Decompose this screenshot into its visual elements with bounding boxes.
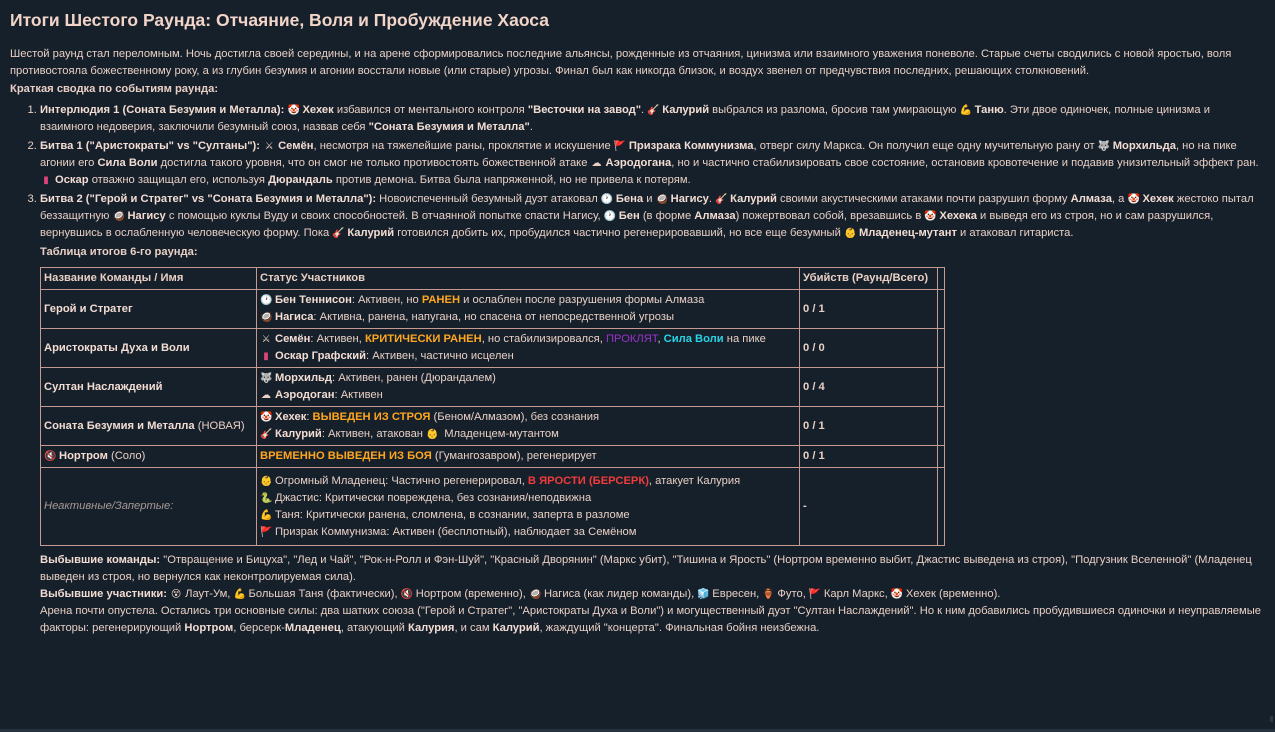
status-flag: РАНЕН bbox=[421, 294, 461, 306]
cloud-icon: ☁ bbox=[261, 390, 271, 401]
results-table bbox=[40, 267, 945, 546]
team-name: Нортром bbox=[59, 450, 108, 462]
table-row bbox=[41, 407, 945, 446]
inactive-item: 💪 Таня: Критически ранена, сломлена, в сознании, заперта в разломе bbox=[260, 507, 796, 524]
table-header-row bbox=[41, 268, 945, 290]
inactive-item: 🚩 Призрак Коммунизма: Активен (бесплотный), наблюдает за Семёном bbox=[260, 524, 796, 541]
intro-paragraph: Шестой раунд стал переломным. Ночь достигла своей середины, и на арене сформировались последние альянсы, рожденные из отчаяния, цинизма или взаимного уважения поневоле. Старые счеты сводились с новой яростью, воля противостояла божественному року, а из глубин безумия и агонии восстали новые (или старые) угрозы. Финал был как никогда близок, и воздух звенел от предчувствия последних, решающих столкновений. bbox=[10, 48, 1232, 77]
guitar-icon: 🎸 bbox=[332, 228, 345, 239]
status-flag: КРИТИЧЕСКИ РАНЕН bbox=[364, 333, 482, 345]
omnitrix-icon: 🕐 bbox=[603, 211, 617, 222]
summary-title: Краткая сводка по событиям раунда: bbox=[10, 83, 219, 95]
team-name: Султан Наслаждений bbox=[44, 380, 163, 393]
table-title: Таблица итогов 6-го раунда: bbox=[40, 246, 198, 258]
baby-icon: 👶 bbox=[426, 429, 439, 440]
scrollbar-thumb[interactable] bbox=[1270, 716, 1273, 722]
table-row bbox=[41, 329, 945, 368]
inactive-label: Неактивные/Запертые: bbox=[41, 468, 257, 546]
events-list bbox=[10, 102, 1262, 242]
red-flag-icon: 🚩 bbox=[260, 526, 273, 538]
kills-cell: 0 / 1 bbox=[800, 290, 938, 329]
biceps-icon: 💪 bbox=[260, 509, 273, 521]
coconut-icon: 🥥 bbox=[260, 312, 273, 323]
team-name: Аристократы Духа и Воли bbox=[44, 341, 190, 354]
table-row bbox=[41, 368, 945, 407]
omnitrix-icon: 🕐 bbox=[600, 194, 614, 205]
status-flag: ВЫВЕДЕН ИЗ СТРОЯ bbox=[312, 411, 431, 423]
berserk-flag: В ЯРОСТИ (БЕРСЕРК) bbox=[527, 474, 649, 487]
vase-icon: 🏺 bbox=[762, 589, 775, 600]
column-header-empty bbox=[938, 268, 945, 290]
dizzy-face-icon: 😵 bbox=[170, 589, 182, 600]
red-flag-icon: 🚩 bbox=[613, 141, 627, 152]
clown-icon: 🤡 bbox=[260, 412, 273, 423]
member-status: 🕐 Бен Теннисон: Активен, но РАНЕН и ослаблен после разрушения формы Алмаза bbox=[260, 292, 796, 309]
guitar-icon: 🎸 bbox=[715, 194, 728, 205]
baby-icon: 👶 bbox=[843, 228, 857, 239]
guitar-icon: 🎸 bbox=[647, 105, 660, 116]
cursed-flag: ПРОКЛЯТ bbox=[605, 333, 658, 345]
kills-cell: 0 / 1 bbox=[800, 407, 938, 446]
clown-icon: 🤡 bbox=[287, 105, 300, 116]
wolf-icon: 🐺 bbox=[260, 373, 273, 384]
coconut-icon: 🥥 bbox=[528, 589, 542, 600]
event-item: 2. Битва 1 ("Аристократы" vs "Султаны"): ⚔ Семён, несмотря на тяжелейшие раны, проклятие и искушение 🚩 Призрака Коммунизма, отверг силу Маркса. Он получил еще одну мучительную рану от 🐺 Морхильда, но на пике агонии его Сила Воли достигла такого уровня, что он смог не только противостоять божественной атаке ☁ Аэродогана, но и частично стабилизировать свое состояние, остановив кровотечение и подавив унизительный эффект ран. ▮ Оскар отважно защищал его, используя Дюрандаль против демона. Битва была напряженной, но не привела к потерям. bbox=[40, 138, 1262, 189]
column-header-status: Статус Участников bbox=[257, 268, 800, 290]
event-item: 3. Битва 2 ("Герой и Стратег" vs "Соната Безумия и Металла"): Новоиспеченный безумный дуэт атаковал 🕐 Бена и 🥥 Нагису. 🎸 Калурий своими акустическими атаками почти разрушил форму Алмаза, а 🤡 Хехек жестоко пытал беззащитную 🥥 Нагису с помощью куклы Вуду и своих способностей. В отчаянной попытке спасти Нагису, 🕐 Бен (в форме Алмаза) пожертвовал собой, врезавшись в 🤡 Хехека и выведя его из строя, но и сам разрушился, вернувшись в ослабленную человеческую форму. Пока 🎸 Калурий готовился добить их, пробудился частично регенерировавший, но все еще безумный 👶 Младенец-мутант и атаковал гитариста. bbox=[40, 191, 1262, 242]
member-status: 🥥 Нагиса: Активна, ранена, напугана, но спасена от непосредственной угрозы bbox=[260, 309, 796, 326]
column-header-kills: Убийств (Раунд/Всего) bbox=[800, 268, 938, 290]
inactive-item: 👶 Огромный Младенец: Частично регенерировал, В ЯРОСТИ (БЕРСЕРК), атакует Калурия bbox=[260, 473, 796, 490]
clown-icon: 🤡 bbox=[924, 211, 937, 222]
biceps-icon: 💪 bbox=[233, 589, 246, 600]
snake-icon: 🐍 bbox=[260, 492, 273, 504]
member-status: 🎸 Калурий: Активен, атакован 👶 Младенцем-мутантом bbox=[260, 426, 796, 443]
cloud-icon: ☁ bbox=[591, 158, 602, 169]
message-title: Итоги Шестого Раунда: Отчаяние, Воля и Пробуждение Хаоса bbox=[10, 10, 549, 30]
status-flag: ВРЕМЕННО ВЫВЕДЕН ИЗ БОЯ bbox=[260, 450, 432, 462]
clown-icon: 🤡 bbox=[890, 589, 904, 600]
omnitrix-icon: 🕐 bbox=[260, 295, 273, 306]
member-status: 🐺 Морхильд: Активен, ранен (Дюрандалем) bbox=[260, 370, 796, 387]
book-icon: ▮ bbox=[43, 175, 49, 186]
member-status: 🤡 Хехек: ВЫВЕДЕН ИЗ СТРОЯ (Беном/Алмазом), без сознания bbox=[260, 409, 796, 426]
member-status: ⚔ Семён: Активен, КРИТИЧЕСКИ РАНЕН, но стабилизировался, ПРОКЛЯТ, Сила Воли на пике bbox=[260, 331, 796, 348]
inactive-item: 🐍 Джастис: Критически повреждена, без сознания/неподвижна bbox=[260, 490, 796, 507]
kills-cell: 0 / 1 bbox=[800, 446, 938, 468]
team-name: Герой и Стратег bbox=[44, 302, 133, 315]
muted-speaker-icon: 🔇 bbox=[44, 451, 57, 462]
kills-cell: 0 / 0 bbox=[800, 329, 938, 368]
table-row-inactive bbox=[41, 468, 945, 546]
guitar-icon: 🎸 bbox=[260, 429, 273, 440]
wolf-icon: 🐺 bbox=[1097, 141, 1111, 152]
baby-icon: 👶 bbox=[260, 475, 273, 487]
chat-message bbox=[10, 8, 1262, 637]
team-note: (НОВАЯ) bbox=[194, 419, 245, 432]
coconut-icon: 🥥 bbox=[655, 194, 669, 205]
final-paragraph: Арена почти опустела. Остались три основные силы: два шатких союза ("Герой и Стратег", "Аристократы Духа и Воли") и могущественный дуэт "Султан Наслаждений". Но к ним добавились пробудившиеся одиночки и неуправляемые факторы: регенерирующий Нортром, берсерк-Младенец, атакующий Калурия, и сам Калурий, жаждущий "концерта". Финальная бойня неизбежна. bbox=[40, 605, 1261, 634]
swords-icon: ⚔ bbox=[261, 334, 271, 345]
eliminated-teams: Выбывшие команды: "Отвращение и Бицуха", "Лед и Чай", "Рок-н-Ролл и Фэн-Шуй", "Красный Дворянин" (Маркс убит), "Тишина и Ярость" (Нортром временно выбит, Джастис выведена из строя), "Подгузник Вселенной" (Младенец выведен из строя, но вернулся как неконтролируемая сила). bbox=[40, 554, 1252, 583]
table-row: 🔇 Нортром (Соло) ВРЕМЕННО ВЫВЕДЕН ИЗ БОЯ (Гумангозавром), регенерирует 0 / 1 bbox=[41, 446, 945, 468]
biceps-icon: 💪 bbox=[959, 105, 973, 116]
red-flag-icon: 🚩 bbox=[808, 589, 822, 600]
event-item: 1. Интерлюдия 1 (Соната Безумия и Металла): 🤡 Хехек избавился от ментального контроля "Весточки на завод". 🎸 Калурий выбрался из разлома, бросив там умирающую 💪 Таню. Эти двое одиночек, полные цинизма и взаимного недоверия, заключили безумный союз, назвав себя "Соната Безумия и Металла". bbox=[40, 102, 1262, 136]
ice-cube-icon: 🧊 bbox=[697, 589, 710, 600]
eliminated-members: Выбывшие участники: 😵 Лаут-Ум, 💪 Большая Таня (фактически), 🔇 Нортром (временно), 🥥 Нагиса (как лидер команды), 🧊 Евресен, 🏺 Футо, 🚩 Карл Маркс, 🤡 Хехек (временно). bbox=[40, 586, 1262, 603]
book-icon: ▮ bbox=[263, 351, 269, 362]
clown-icon: 🤡 bbox=[1127, 194, 1140, 205]
team-name: Соната Безумия и Металла bbox=[44, 419, 195, 432]
table-row bbox=[41, 290, 945, 329]
coconut-icon: 🥥 bbox=[112, 211, 125, 222]
muted-speaker-icon: 🔇 bbox=[400, 589, 414, 600]
kills-cell: - bbox=[800, 468, 938, 546]
swords-icon: ⚔ bbox=[264, 141, 274, 152]
member-status: ▮ Оскар Графский: Активен, частично исцелен bbox=[260, 348, 796, 365]
member-status: ☁ Аэродоган: Активен bbox=[260, 387, 796, 404]
team-note: (Соло) bbox=[107, 450, 146, 462]
column-header-team: Название Команды / Имя bbox=[41, 268, 257, 290]
will-flag: Сила Воли bbox=[663, 333, 724, 345]
kills-cell: 0 / 4 bbox=[800, 368, 938, 407]
